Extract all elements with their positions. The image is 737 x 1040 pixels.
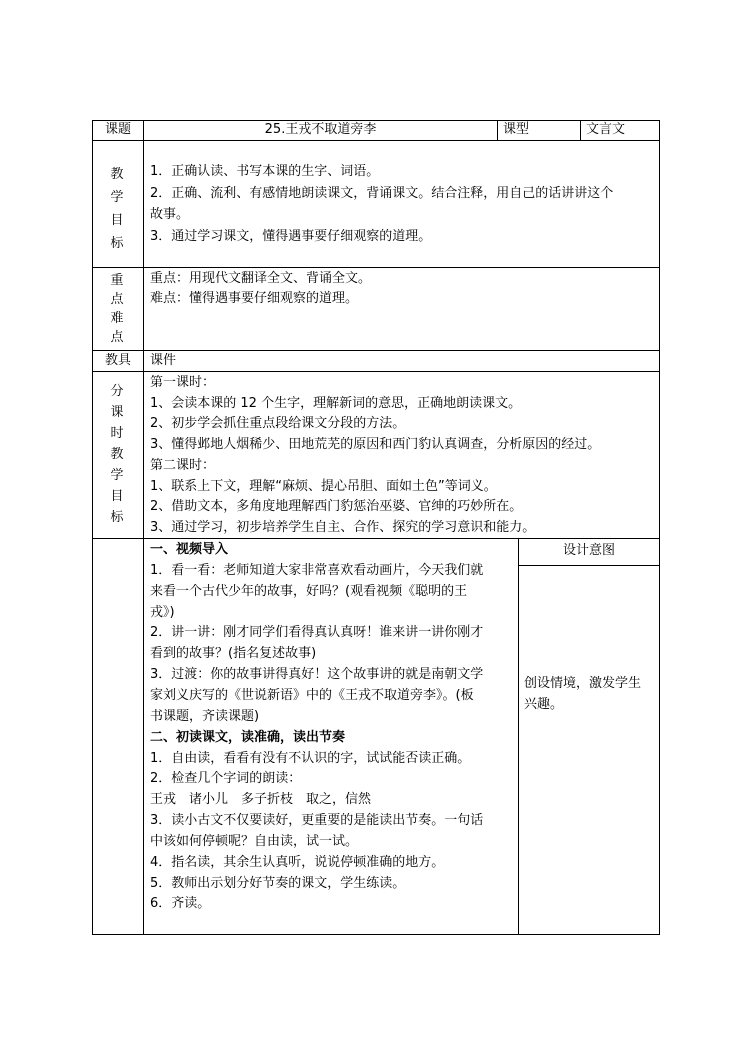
keypoint-line: 难点：懂得遇事要仔细观察的道理。 [150,291,359,306]
process-line: 1．自由读，看看有没有不认识的字，试试能否读正确。 [150,751,471,766]
row-line [92,371,660,372]
col-line [580,120,581,141]
process-line: 看到的故事？(指名复述故事) [150,646,317,661]
col-line [659,120,660,935]
process-line: 王戎 诸小儿 多子折枝 取之，信然 [150,792,372,807]
process-line: 2．讲一讲：刚才同学们看得真认真呀！谁来讲一讲你刚才 [150,625,484,640]
period-goals-label: 分 课 时 教 学 目 标 [110,384,124,525]
tools-value: 课件 [150,353,177,368]
design-note-line: 创设情境，激发学生 [524,676,642,691]
process-line: 5．教师出示划分好节奏的课文，学生练读。 [150,876,406,891]
period-goal-line: 1、联系上下文，理解“麻烦、提心吊胆、面如土色”等词义。 [150,479,497,494]
row-line [92,140,660,141]
process-line: 1．看一看：老师知道大家非常喜欢看动画片，今天我们就 [150,563,484,578]
row-line [92,350,660,351]
goals-label: 教 学 目 标 [110,167,124,251]
period-goal-line: 3、通过学习，初步培养学生自主、合作、探究的学习意识和能力。 [150,520,536,535]
row-line [92,538,660,539]
keypoint-line: 重点：用现代文翻译全文、背诵全文。 [150,271,372,286]
goal-line: 3．通过学习课文，懂得遇事要仔细观察的道理。 [150,229,432,244]
period-goal-line: 3、懂得邺地人烟稀少、田地荒芜的原因和西门豹认真调查，分析原因的经过。 [150,437,601,452]
col-line [497,120,498,141]
tools-label: 教具 [104,353,131,368]
process-line: 3．过渡：你的故事讲得真好！这个故事讲的就是南朝文学 [150,667,484,682]
goal-line: 故事。 [150,207,190,222]
process-line: 中该如何停顿呢？自由读，试一试。 [150,834,359,849]
process-line: 家刘义庆写的《世说新语》中的《王戎不取道旁李》。(板 [150,688,474,703]
col-line [92,120,93,935]
type-label: 课型 [503,122,530,137]
row-line [518,565,660,566]
goal-line: 2．正确、流利、有感情地朗读课文，背诵课文。结合注释，用自己的话讲讲这个 [150,186,614,201]
section-heading: 一、视频导入 [150,542,229,557]
topic-label: 课题 [104,122,131,137]
lesson-title: 25.王戎不取道旁李 [264,122,377,137]
process-line: 戎》) [150,605,175,620]
row-line [92,120,660,121]
section-heading: 二、初读课文，读准确，读出节奏 [150,730,346,745]
col-line [518,538,519,935]
period-goal-line: 第二课时： [150,458,216,473]
keypoints-label: 重 点 难 点 [110,273,124,345]
process-line: 4．指名读，其余生认真听，说说停顿准确的地方。 [150,855,445,870]
period-goal-line: 2、初步学会抓住重点段给课文分段的方法。 [150,416,406,431]
period-goal-line: 第一课时： [150,375,216,390]
design-note-line: 兴趣。 [524,697,564,712]
process-line: 来看一个古代少年的故事，好吗？(观看视频《聪明的王 [150,584,468,599]
period-goal-line: 2、借助文本，多角度地理解西门豹惩治巫婆、官绅的巧妙所在。 [150,499,523,514]
process-line: 6．齐读。 [150,896,211,911]
col-line [143,120,144,935]
design-intent-header: 设计意图 [562,543,615,558]
goal-line: 1．正确认读、书写本课的生字、词语。 [150,164,380,179]
row-line [92,934,660,935]
process-line: 3．读小古文不仅要读好，更重要的是能读出节奏。一句话 [150,813,484,828]
process-line: 书课题，齐读课题) [150,709,260,724]
row-line [92,267,660,268]
type-value: 文言文 [586,122,626,137]
process-line: 2．检查几个字词的朗读： [150,771,302,786]
period-goal-line: 1、会读本课的 12 个生字，理解新词的意思，正确地朗读课文。 [150,396,522,411]
